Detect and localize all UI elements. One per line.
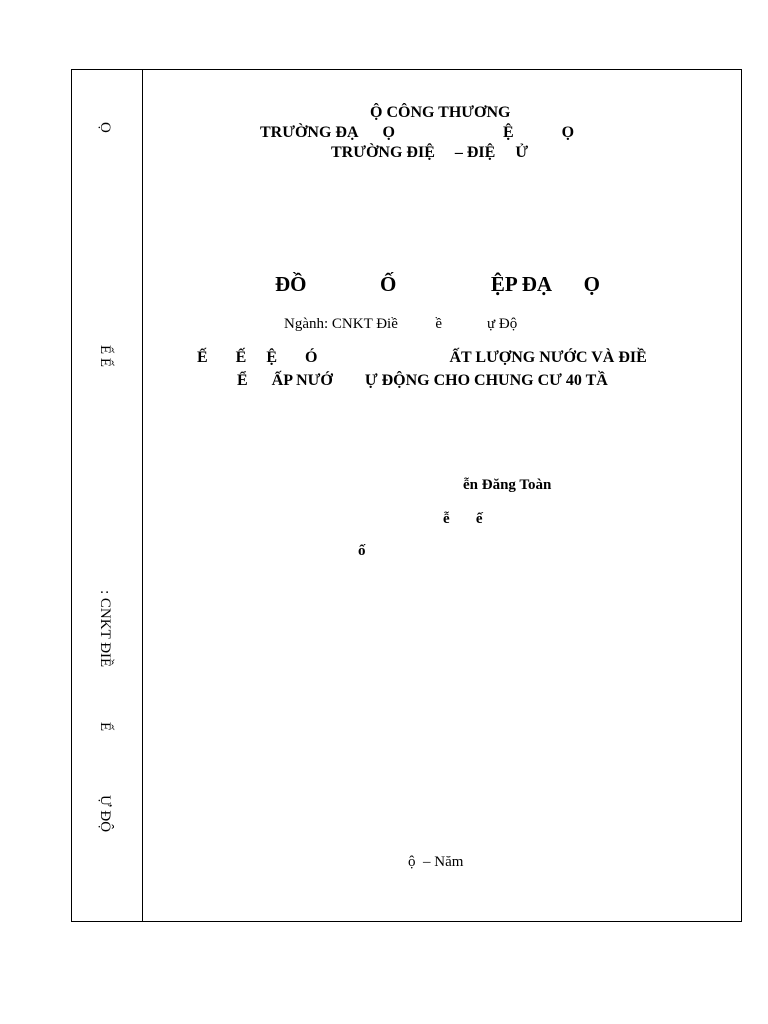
topic-line-1: Ế Ế Ệ Ó ẤT LƯỢNG NƯỚC VÀ ĐIỀ [197,349,647,366]
document-title: ĐỒ Ố ỆP ĐẠ Ọ [275,272,600,296]
topic-line-2: Ể ẤP NƯỚ Ự ĐỘNG CHO CHUNG CƯ 40 TẦ [237,372,608,389]
spine-text-3: : CNKT ĐIỀ [97,590,113,668]
faculty-line: TRƯỜNG ĐIỆ – ĐIỆ Ử [331,144,529,161]
university-line: TRƯỜNG ĐẠ Ọ Ệ Ọ [260,124,575,141]
ministry-line: Ộ CÔNG THƯƠNG [370,104,511,121]
page-border [71,69,742,922]
major-line: Ngành: CNKT Điề ề ự Độ [284,316,518,332]
place-year: ộ – Năm [408,854,464,870]
spine-text-4: Ế [97,722,113,732]
spine-text-1: Ọ [97,122,113,133]
spine-text-5: Ự ĐỘ [97,795,113,833]
course-label: ố [358,543,366,559]
supervisor-name: ễ ế [443,511,483,527]
spine-text-2: Ế Ế [97,345,113,368]
student-name: ễn Đăng Toàn [463,477,552,493]
